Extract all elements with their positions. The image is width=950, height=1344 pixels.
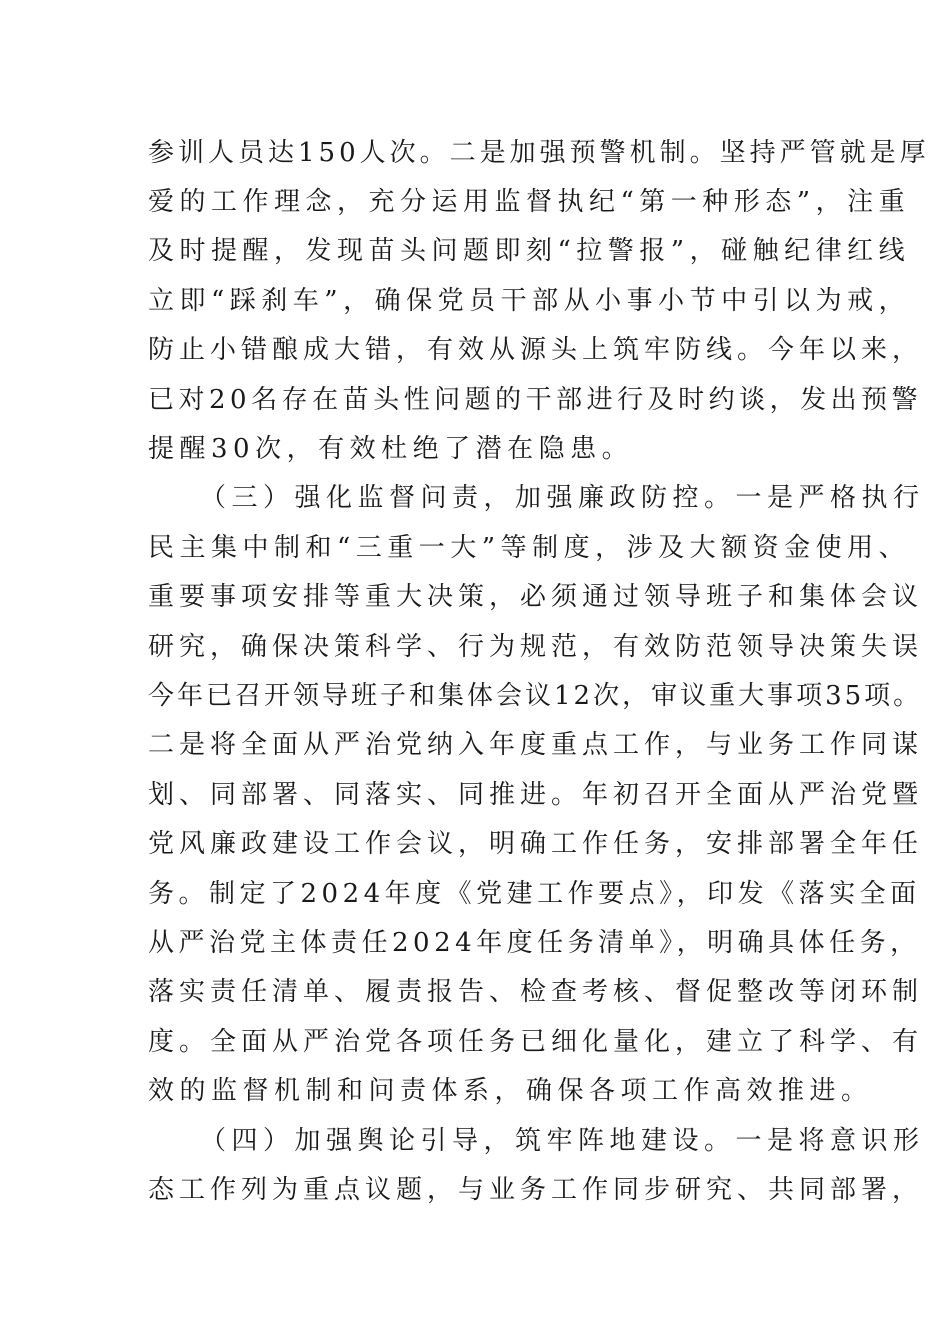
text-line: 已对20名存在苗头性问题的干部进行及时约谈，发出预警 [148, 385, 923, 415]
text-line: 度。全面从严治党各项任务已细化量化，建立了科学、有 [148, 1027, 924, 1057]
text-line: 今年已召开领导班子和集体会议12次，审议重大事项35项。 [148, 681, 923, 711]
text-line: 态工作列为重点议题，与业务工作同步研究、共同部署， [148, 1175, 924, 1205]
text-line: 效的监督机制和问责体系，确保各项工作高效推进。 [148, 1076, 873, 1106]
text-line: 研究，确保决策科学、行为规范，有效防范领导决策失误 [148, 632, 924, 662]
text-line: 务。制定了2024年度《党建工作要点》，印发《落实全面 [148, 879, 921, 909]
text-line: 从严治党主体责任2024年度任务清单》，明确具体任务， [148, 928, 921, 958]
text-line: 防止小错酿成大错，有效从源头上筑牢防线。今年以来， [148, 335, 924, 365]
text-line: 落实责任清单、履责报告、检查考核、督促整改等闭环制 [148, 977, 924, 1007]
paragraph-heading-4: （四）加强舆论引导，筑牢阵地建设。一是将意识形 [200, 1126, 925, 1156]
text-line: 二是将全面从严治党纳入年度重点工作，与业务工作同谋 [148, 730, 924, 760]
text-line: 爱的工作理念，充分运用监督执纪“第一种形态”，注重 [148, 187, 911, 217]
text-line: 及时提醒，发现苗头问题即刻“拉警报”，碰触纪律红线 [148, 236, 911, 266]
text-line: 提醒30次，有效杜绝了潜在隐患。 [148, 434, 634, 464]
text-line: 党风廉政建设工作会议，明确工作任务，安排部署全年任 [148, 829, 924, 859]
text-line: 民主集中制和“三重一大”等制度，涉及大额资金使用、 [148, 533, 911, 563]
text-line: 划、同部署、同落实、同推进。年初召开全面从严治党暨 [148, 780, 924, 810]
text-line: 重要事项安排等重大决策，必须通过领导班子和集体会议 [148, 582, 924, 612]
text-line: 立即“踩刹车”，确保党员干部从小事小节中引以为戒， [148, 286, 911, 316]
text-line: 参训人员达150人次。二是加强预警机制。坚持严管就是厚 [148, 138, 930, 168]
paragraph-heading-3: （三）强化监督问责，加强廉政防控。一是严格执行 [200, 483, 925, 513]
